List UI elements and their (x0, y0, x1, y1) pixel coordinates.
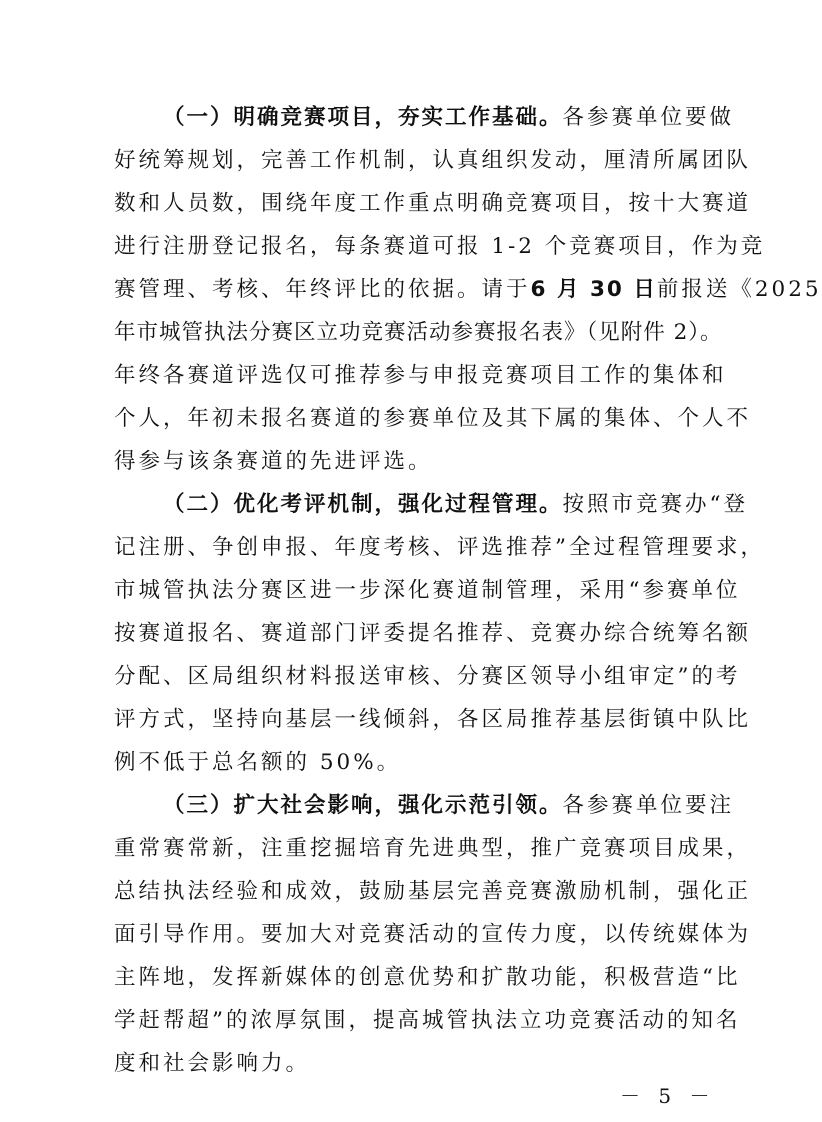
section-3-heading: （三）扩大社会影响，强化示范引领。 (163, 793, 563, 818)
section-1-line: 年终各赛道评选仅可推荐参与申报竞赛项目工作的集体和 (114, 363, 727, 388)
section-3-first-line (163, 790, 734, 822)
section-1-text: 赛管理、考核、年终评比的依据。请于 (114, 277, 531, 302)
section-1-first-line (163, 102, 734, 134)
section-3-line: 总结执法经验和成效，鼓励基层完善竞赛激励机制，强化正 (114, 879, 752, 904)
section-1-deadline-line (114, 274, 822, 306)
section-1-text: 前报送《2025 (656, 277, 822, 302)
page-number: － 5 － (620, 1084, 716, 1108)
section-3-line: 度和社会影响力。 (114, 1051, 311, 1076)
section-1-line: 进行注册登记报名，每条赛道可报 1-2 个竞赛项目，作为竞 (114, 234, 766, 259)
section-2-line: 记注册、争创申报、年度考核、评选推荐”全过程管理要求， (114, 535, 765, 560)
section-3-line: 主阵地，发挥新媒体的创意优势和扩散功能，积极营造“比 (114, 965, 741, 990)
section-2-heading: （二）优化考评机制，强化过程管理。 (163, 492, 563, 517)
section-3-line: 面引导作用。要加大对竞赛活动的宣传力度，以传统媒体为 (114, 922, 752, 947)
section-2-first-line (163, 489, 748, 521)
section-1-line: 数和人员数，围绕年度工作重点明确竞赛项目，按十大赛道 (114, 191, 752, 216)
section-2-line: 评方式，坚持向基层一线倾斜，各区局推荐基层街镇中队比 (114, 707, 752, 732)
section-2-line: 按赛道报名、赛道部门评委提名推荐、竞赛办综合统筹名额 (114, 621, 752, 646)
section-2-text: 按照市竞赛办“登 (562, 492, 749, 517)
section-2-line: 分配、区局组织材料报送审核、分赛区领导小组审定”的考 (114, 664, 741, 689)
section-1-line: 年市城管执法分赛区立功竞赛活动参赛报名表》（见附件 2）。 (114, 320, 723, 345)
section-1-line: 得参与该条赛道的先进评选。 (114, 449, 433, 474)
section-3-text: 各参赛单位要注 (562, 793, 735, 818)
section-3-line: 学赶帮超”的浓厚氛围，提高城管执法立功竞赛活动的知名 (114, 1008, 741, 1033)
section-1-line: 好统筹规划，完善工作机制，认真组织发动，厘清所属团队 (114, 148, 752, 173)
section-1-line: 个人，年初未报名赛道的参赛单位及其下属的集体、个人不 (114, 406, 752, 431)
section-1-heading: （一）明确竞赛项目，夯实工作基础。 (163, 105, 563, 130)
section-1-text: 各参赛单位要做 (562, 105, 735, 130)
section-2-line: 市城管执法分赛区进一步深化赛道制管理，采用“参赛单位 (114, 578, 741, 603)
section-2-line: 例不低于总名额的 50%。 (114, 750, 402, 775)
deadline-date: 6 月 30 日 (530, 277, 657, 302)
section-3-line: 重常赛常新，注重挖掘培育先进典型，推广竞赛项目成果， (114, 836, 752, 861)
